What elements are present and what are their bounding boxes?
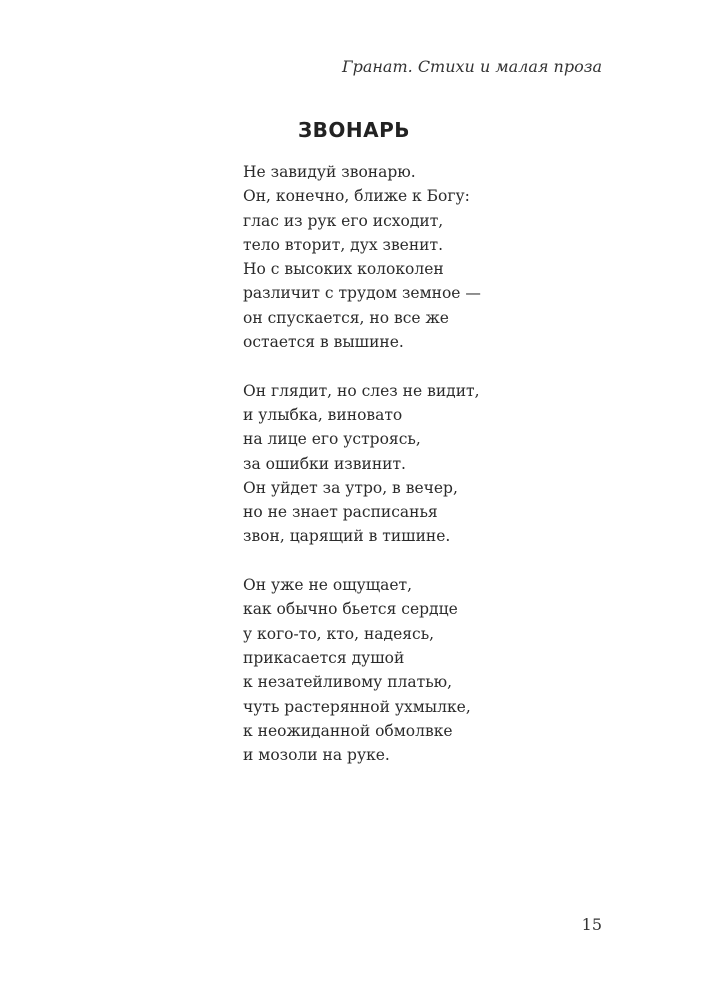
poem-line: и улыбка, виновато (243, 405, 403, 424)
poem-line: остается в вышине. (243, 333, 404, 352)
running-header: Гранат. Стихи и малая проза (342, 57, 602, 76)
poem-line: Он уйдет за утро, в вечер, (243, 478, 458, 497)
poem-line: за ошибки извинит. (243, 454, 406, 473)
poem-line: Он уже не ощущает, (243, 576, 413, 595)
poem-line: к неожиданной обмолвке (243, 721, 453, 740)
stanza-1 (243, 160, 481, 354)
stanza-3 (243, 573, 481, 767)
poem-line: Но с высоких колоколен (243, 260, 444, 279)
poem-line: у кого-то, кто, надеясь, (243, 624, 435, 643)
poem-body (243, 160, 481, 792)
page-number: 15 (581, 915, 602, 934)
poem-line: Не завидуй звонарю. (243, 163, 416, 181)
poem-title: ЗВОНАРЬ (297, 118, 411, 142)
poem-line: чуть растерянной ухмылке, (243, 697, 471, 716)
poem-line: звон, царящий в тишине. (243, 527, 451, 546)
poem-line: прикасается душой (243, 648, 405, 667)
poem-line: он спускается, но все же (243, 308, 449, 327)
poem-line: но не знает расписанья (243, 503, 438, 522)
poem-line: и мозоли на руке. (243, 746, 390, 765)
poem-line: Он, конечно, ближе к Богу: (243, 187, 470, 206)
stanza-2 (243, 379, 481, 549)
poem-line: как обычно бьется сердце (243, 600, 458, 619)
poem-line: Он глядит, но слез не видит, (243, 381, 480, 400)
poem-line: тело вторит, дух звенит. (243, 235, 444, 254)
poem-line: глас из рук его исходит, (243, 211, 444, 230)
poem-line: к незатейливому платью, (243, 673, 453, 692)
poem-line: на лице его устроясь, (243, 430, 421, 449)
poem-line: различит с трудом земное — (243, 284, 481, 303)
